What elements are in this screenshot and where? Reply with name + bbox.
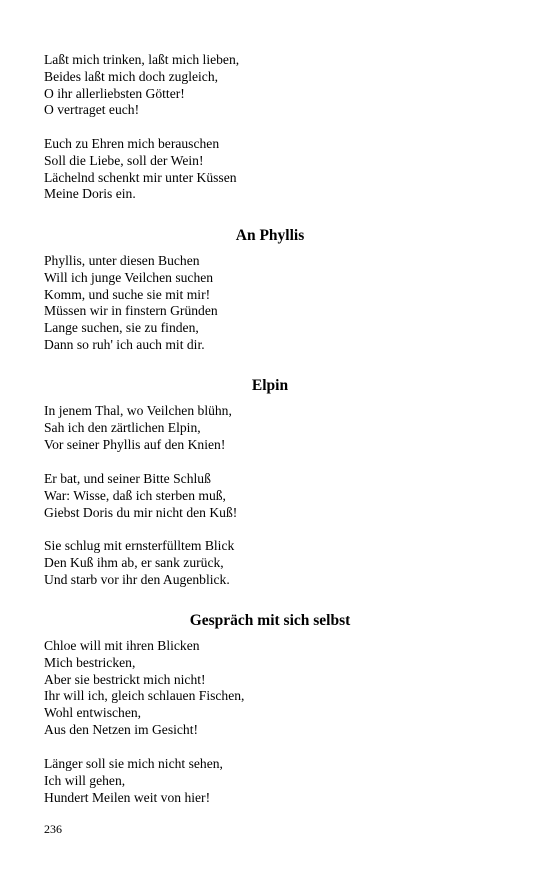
verse-line: Will ich junge Veilchen suchen xyxy=(44,269,214,285)
verse-line: Sie schlug mit ernsterfülltem Blick xyxy=(44,538,235,553)
poem-title: Elpin xyxy=(251,377,289,394)
poem-stanza xyxy=(44,253,524,354)
verse-line: Soll die Liebe, soll der Wein! xyxy=(44,152,204,168)
page-number: 236 xyxy=(44,822,62,836)
verse-line: Meine Doris ein. xyxy=(44,186,136,202)
verse-line: Dann so ruh' ich auch mit dir. xyxy=(44,336,205,352)
verse-line: Wohl entwischen, xyxy=(44,705,142,721)
verse-line: Beides laßt mich doch zugleich, xyxy=(44,68,219,84)
verse-line: In jenem Thal, wo Veilchen blühn, xyxy=(44,403,232,418)
poem-stanza xyxy=(44,52,524,119)
verse-line: Lange suchen, sie zu finden, xyxy=(44,320,199,336)
verse-line: Hundert Meilen weit von hier! xyxy=(44,789,211,805)
verse-line: Phyllis, unter diesen Buchen xyxy=(44,253,200,268)
verse-line: Chloe will mit ihren Blicken xyxy=(44,638,200,653)
verse-line: Ich will gehen, xyxy=(44,772,126,788)
verse-line: Aus den Netzen im Gesicht! xyxy=(44,721,199,737)
verse-line: Ihr will ich, gleich schlauen Fischen, xyxy=(44,688,245,704)
poem-stanza xyxy=(44,403,524,453)
verse-line: Mich bestricken, xyxy=(44,654,136,670)
poem-stanza xyxy=(44,538,524,588)
verse-line: Lächelnd schenkt mir unter Küssen xyxy=(44,169,237,185)
verse-line: Laßt mich trinken, laßt mich lieben, xyxy=(44,52,240,67)
poem-title: Gespräch mit sich selbst xyxy=(189,612,351,629)
verse-line: Euch zu Ehren mich berauschen xyxy=(44,136,220,151)
verse-line: Den Kuß ihm ab, er sank zurück, xyxy=(44,554,224,570)
poem-stanza xyxy=(44,136,524,203)
verse-line: Sah ich den zärtlichen Elpin, xyxy=(44,419,201,435)
verse-line: Komm, und suche sie mit mir! xyxy=(44,286,211,302)
poem-stanza xyxy=(44,638,524,739)
poem-title: An Phyllis xyxy=(235,227,305,244)
verse-line: War: Wisse, daß ich sterben muß, xyxy=(44,487,226,503)
verse-line: Er bat, und seiner Bitte Schluß xyxy=(44,471,211,486)
verse-line: Und starb vor ihr den Augenblick. xyxy=(44,571,230,587)
verse-line: O vertraget euch! xyxy=(44,102,140,118)
poem-stanza xyxy=(44,756,524,806)
verse-line: Aber sie bestrickt mich nicht! xyxy=(44,671,206,687)
verse-line: Giebst Doris du mir nicht den Kuß! xyxy=(44,504,238,520)
verse-line: Vor seiner Phyllis auf den Knien! xyxy=(44,436,226,452)
verse-line: Müssen wir in finstern Gründen xyxy=(44,303,218,319)
verse-line: O ihr allerliebsten Götter! xyxy=(44,85,185,101)
verse-line: Länger soll sie mich nicht sehen, xyxy=(44,756,223,771)
poem-stanza xyxy=(44,471,524,521)
